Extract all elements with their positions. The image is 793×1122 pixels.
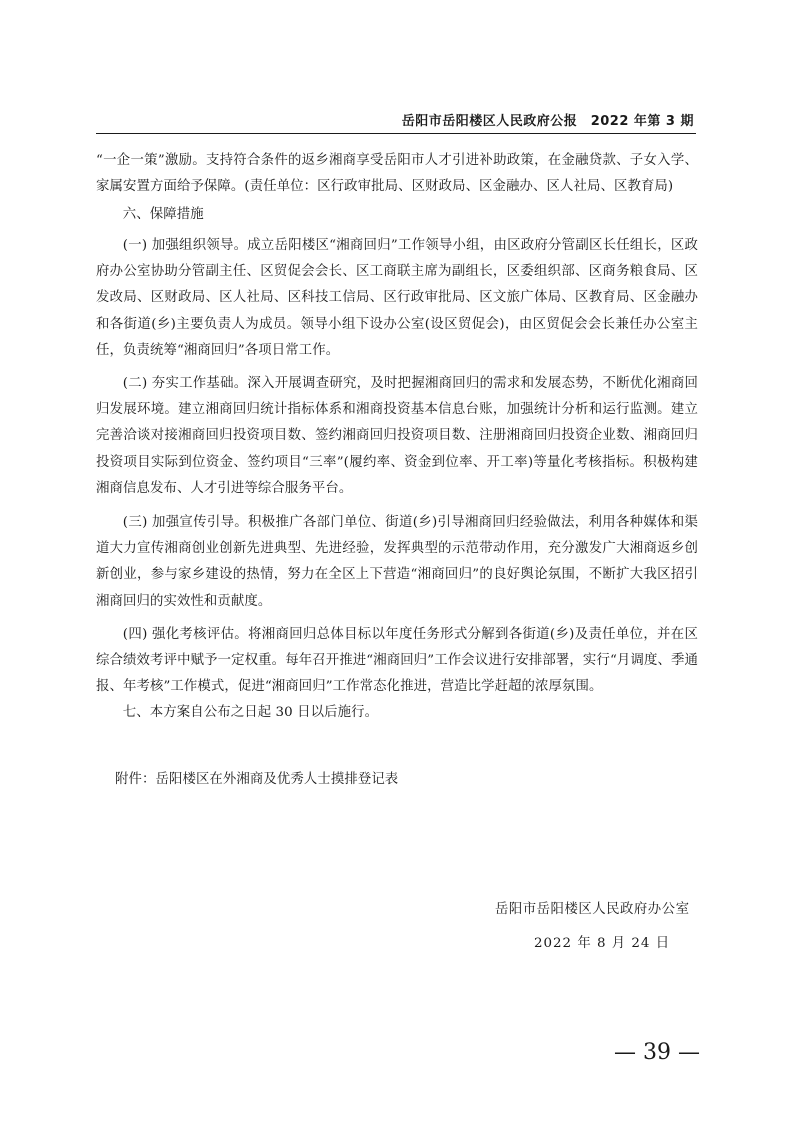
attachment-note: 附件：岳阳楼区在外湘商及优秀人士摸排登记表 (115, 772, 399, 787)
header-divider (96, 133, 696, 134)
paragraph-text: (一) 加强组织领导。成立岳阳楼区“湘商回归”工作领导小组，由区政府分管副区长任组长，区政府办公室协助分管副主任、区贸促会会长、区工商联主席为副组长，区委组织部、区商务粮食局、区发改局、区财政局、区人社局、区科技工信局、区行政审批局、区文旅广体局、区教育局、区金融办和各街道(乡)主要负责人为成员。领导小组下设办公室(设区贸促会)，由区贸促会会长兼任办公室主任，负责统筹“湘商回归”各项日常工作。 (96, 238, 698, 358)
paragraph-publicity (96, 510, 698, 615)
section-heading-seven (96, 700, 698, 726)
paragraph-text: (三) 加强宣传引导。积极推广各部门单位、街道(乡)引导湘商回归经验做法，利用各种媒体和渠道大力宣传湘商创业创新先进典型、先进经验，发挥典型的示范带动作用，充分激发广大湘商返乡创新创业，参与家乡建设的热情，努力在全区上下营造“湘商回归”的良好舆论氛围，不断扩大我区招引湘商回归的实效性和贡献度。 (96, 515, 698, 609)
section-heading-six (96, 202, 698, 228)
signature-office: 岳阳市岳阳楼区人民政府办公室 (495, 902, 690, 917)
signature-date: 2022 年 8 月 24 日 (534, 936, 671, 951)
paragraph-foundation (96, 371, 698, 502)
section-heading-text: 六、保障措施 (122, 207, 204, 222)
paragraph-text: (四) 强化考核评估。将湘商回归总体目标以年度任务形式分解到各街道(乡)及责任单位，并在区综合绩效考评中赋予一定权重。每年召开推进“湘商回归”工作会议进行安排部署，实行“月调度、季通报、年考核”工作模式，促进“湘商回归”工作常态化推进，营造比学赶超的浓厚氛围。 (96, 627, 698, 695)
page-number: — 39 — (614, 1040, 700, 1065)
paragraph-text: (二) 夯实工作基础。深入开展调查研究，及时把握湘商回归的需求和发展态势，不断优化湘商回归发展环境。建立湘商回归统计指标体系和湘商投资基本信息台账，加强统计分析和运行监测。建立完善洽谈对接湘商回归投资项目数、签约湘商回归投资项目数、注册湘商回归投资企业数、湘商回归投资项目实际到位资金、签约项目“三率”(履约率、资金到位率、开工率)等量化考核指标。积极构建湘商信息发布、人才引进等综合服务平台。 (96, 376, 698, 496)
paragraph-organization (96, 233, 698, 364)
paragraph-continued (96, 148, 698, 200)
gazette-header: 岳阳市岳阳楼区人民政府公报 2022 年第 3 期 (401, 114, 694, 129)
paragraph-text: “一企一策”激励。支持符合条件的返乡湘商享受岳阳市人才引进补助政策，在金融贷款、子女入学、家属安置方面给予保障。(责任单位：区行政审批局、区财政局、区金融办、区人社局、区教育局) (96, 153, 698, 195)
section-heading-text: 七、本方案自公布之日起 30 日以后施行。 (122, 705, 379, 720)
paragraph-assessment (96, 622, 698, 701)
